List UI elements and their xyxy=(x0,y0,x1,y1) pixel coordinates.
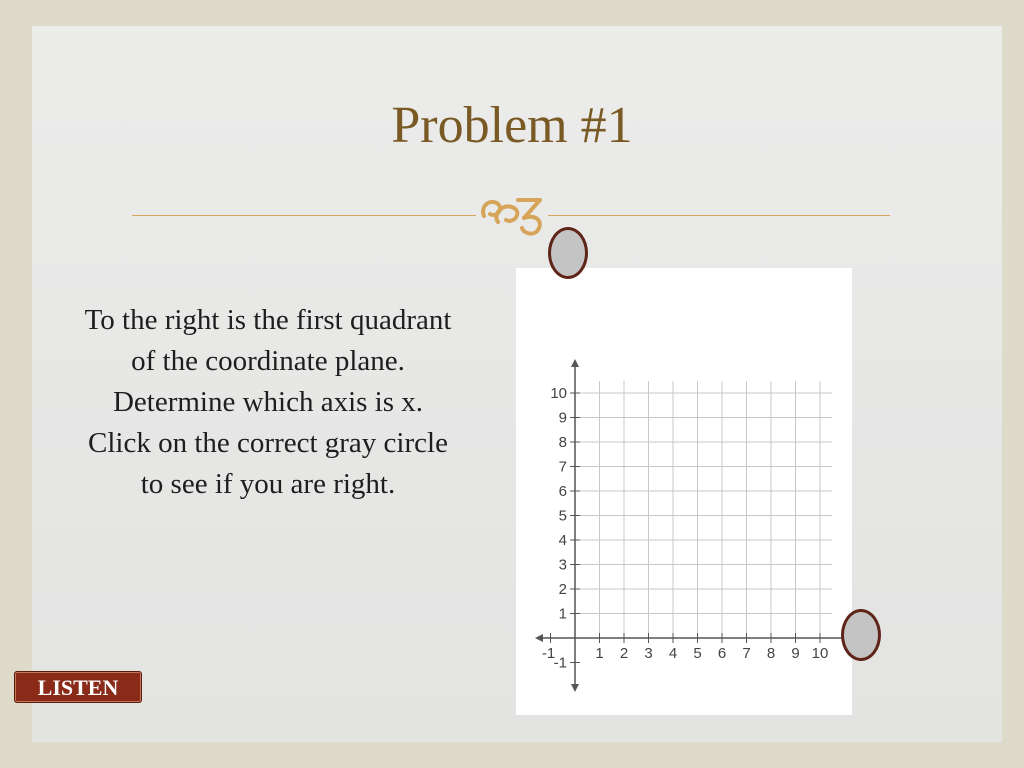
x-tick-label: 9 xyxy=(791,645,800,662)
x-tick-label: 3 xyxy=(644,645,653,662)
x-tick-label: -1 xyxy=(541,645,556,662)
x-tick-label: 6 xyxy=(717,645,727,662)
coordinate-plane xyxy=(516,268,852,715)
y-tick-label: 8 xyxy=(558,434,567,451)
flourish-icon xyxy=(474,188,550,238)
x-tick-label: 5 xyxy=(693,645,702,662)
coordinate-grid xyxy=(516,268,852,715)
x-tick-label: 7 xyxy=(742,645,751,662)
y-tick-label: 10 xyxy=(550,385,567,402)
y-tick-label: 9 xyxy=(558,409,567,427)
y-tick-label: 4 xyxy=(558,532,567,549)
y-axis-answer-circle[interactable] xyxy=(548,227,588,279)
x-axis-arrow-left xyxy=(535,634,543,642)
x-tick-label: 2 xyxy=(619,645,629,662)
slide-title: Problem #1 xyxy=(391,97,633,154)
title-rule-right xyxy=(548,215,890,216)
y-axis-arrow-up xyxy=(571,359,579,367)
x-axis-answer-circle[interactable] xyxy=(841,609,881,661)
x-tick-label: 4 xyxy=(668,645,678,662)
y-tick-label: 6 xyxy=(558,483,567,500)
y-tick-label: 3 xyxy=(558,556,567,574)
instructions-text: To the right is the first quadrant of the coordinate plane. Determine which axis is x. Click on the correct gray circle to see if you are right. xyxy=(84,304,452,500)
y-tick-label: 7 xyxy=(558,458,567,476)
x-tick-label: 8 xyxy=(766,645,776,662)
listen-button[interactable]: LISTEN xyxy=(14,671,142,703)
y-axis-arrow-down xyxy=(571,684,579,692)
x-tick-label: 1 xyxy=(595,645,604,662)
title-rule-left xyxy=(132,215,476,216)
y-tick-label: 5 xyxy=(558,507,567,525)
y-tick-label: -1 xyxy=(553,654,567,672)
y-tick-label: 1 xyxy=(558,605,567,623)
y-tick-label: 2 xyxy=(558,581,567,598)
x-tick-label: 10 xyxy=(811,645,829,662)
